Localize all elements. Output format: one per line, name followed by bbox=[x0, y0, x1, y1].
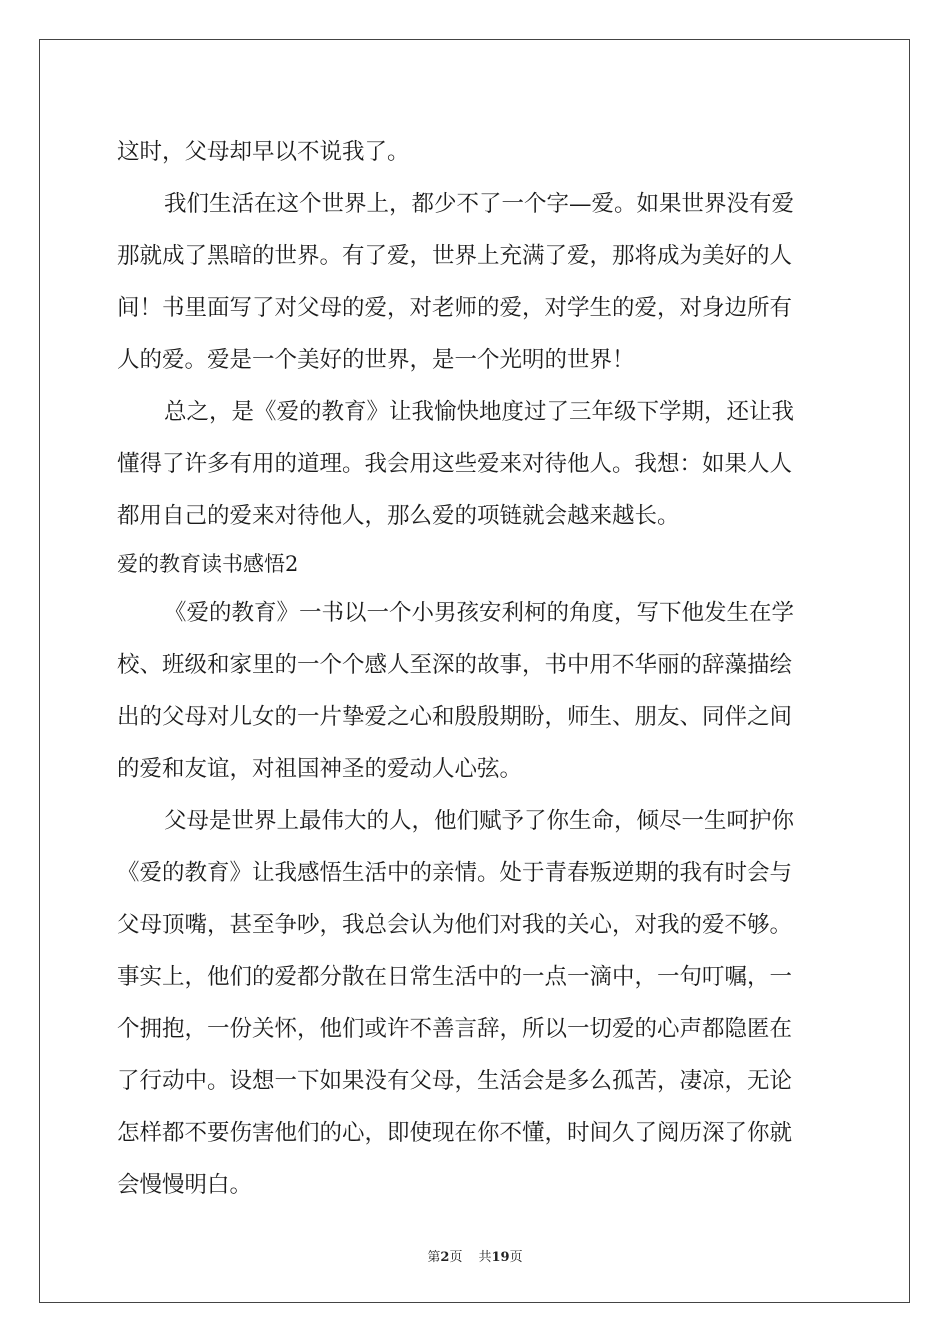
text-line: 个拥抱，一份关怀，他们或许不善言辞，所以一切爱的心声都隐匿在 bbox=[117, 1016, 793, 1042]
text-line: 人的爱。爱是一个美好的世界，是一个光明的世界！ bbox=[117, 347, 635, 373]
text-line: 懂得了许多有用的道理。我会用这些爱来对待他人。我想：如果人人 bbox=[117, 451, 793, 477]
total-suffix: 页 bbox=[509, 1250, 523, 1265]
text-line: 都用自己的爱来对待他人，那么爱的项链就会越来越长。 bbox=[117, 503, 680, 529]
page-prefix: 第 bbox=[427, 1250, 441, 1265]
text-line: 会慢慢明白。 bbox=[117, 1172, 253, 1198]
document-body bbox=[117, 126, 833, 1211]
paragraph-start-line: 《爱的教育》一书以一个小男孩安利柯的角度，写下他发生在学 bbox=[164, 600, 795, 626]
text-line: 《爱的教育》让我感悟生活中的亲情。处于青春叛逆期的我有时会与 bbox=[117, 860, 793, 886]
section-heading: 爱的教育读书感悟2 bbox=[117, 552, 299, 576]
text-line: 事实上，他们的爱都分散在日常生活中的一点一滴中，一句叮嘱，一 bbox=[117, 964, 793, 990]
text-line: 出的父母对儿女的一片挚爱之心和殷殷期盼，师生、朋友、同伴之间 bbox=[117, 704, 793, 730]
text-line: 这时，父母却早以不说我了。 bbox=[117, 139, 410, 165]
text-line: 了行动中。设想一下如果没有父母，生活会是多么孤苦，凄凉，无论 bbox=[117, 1068, 793, 1094]
text-line: 的爱和友谊，对祖国神圣的爱动人心弦。 bbox=[117, 756, 523, 782]
page-footer bbox=[0, 1246, 950, 1265]
paragraph-start-line: 总之，是《爱的教育》让我愉快地度过了三年级下学期，还让我 bbox=[164, 399, 795, 425]
text-line: 那就成了黑暗的世界。有了爱，世界上充满了爱，那将成为美好的人 bbox=[117, 243, 793, 269]
page-number: 2 bbox=[440, 1250, 450, 1265]
page-suffix: 页 bbox=[449, 1250, 463, 1265]
paragraph-start-line: 我们生活在这个世界上，都少不了一个字—爱。如果世界没有爱 bbox=[164, 191, 795, 217]
total-pages: 19 bbox=[491, 1250, 510, 1265]
text-line: 怎样都不要伤害他们的心，即使现在你不懂，时间久了阅历深了你就 bbox=[117, 1120, 793, 1146]
text-line: 间！书里面写了对父母的爱，对老师的爱，对学生的爱，对身边所有 bbox=[117, 295, 793, 321]
paragraph-start-line: 父母是世界上最伟大的人，他们赋予了你生命，倾尽一生呵护你 bbox=[164, 808, 795, 834]
text-line: 父母顶嘴，甚至争吵，我总会认为他们对我的关心，对我的爱不够。 bbox=[117, 912, 793, 938]
text-line: 校、班级和家里的一个个感人至深的故事，书中用不华丽的辞藻描绘 bbox=[117, 652, 793, 678]
total-prefix: 共 bbox=[478, 1250, 492, 1265]
